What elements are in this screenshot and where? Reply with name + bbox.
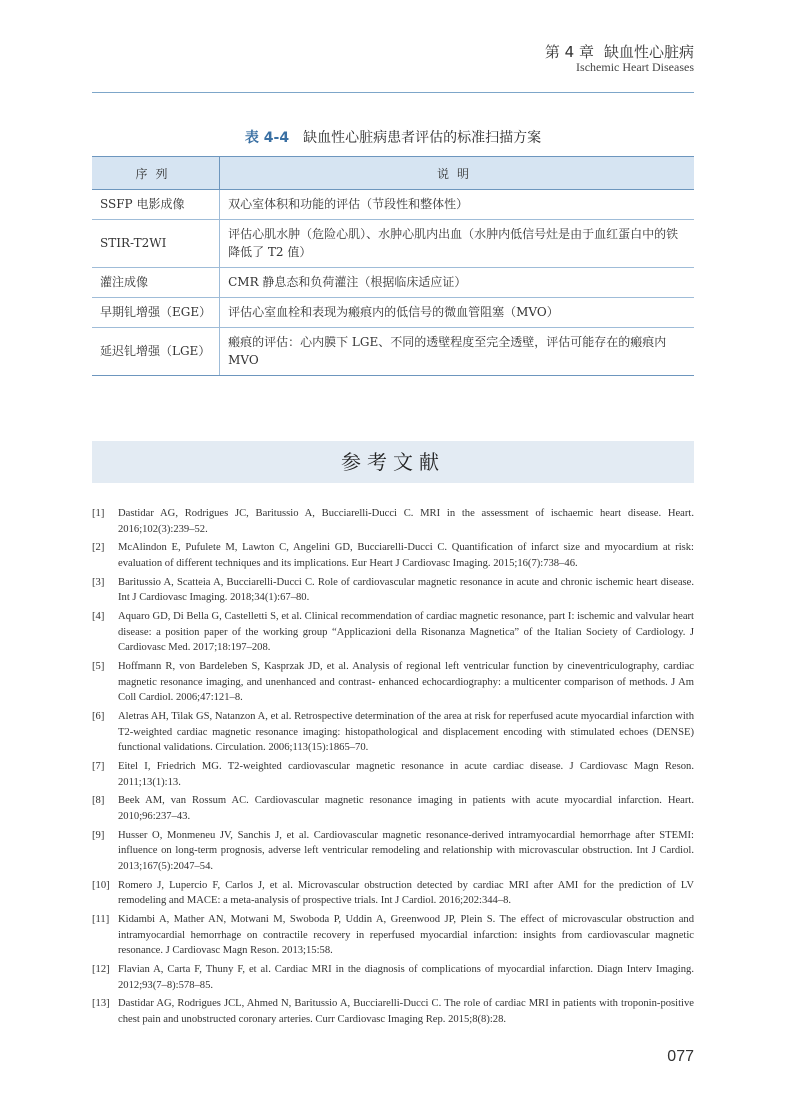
reference-text: Aletras AH, Tilak GS, Natanzon A, et al. Retrospective determination of the area at risk for reperfused acute myocardial infarction with T2-weighted cardiac magnetic resonance imaging: histopathological and displacement encoding with stimulated echoes (DENSE) functional validations. Circulation. 2006;113(15):1865–70. bbox=[118, 711, 694, 754]
table-row bbox=[92, 220, 694, 268]
reference-text: Husser O, Monmeneu JV, Sanchis J, et al. Cardiovascular magnetic resonance-derived intramyocardial hemorrhage after STEMI: influence on long-term prognosis, adverse left ventricular remodeling and relationship with microvascular obstruction. Int J Cardiol. 2013;167(5):2047–54. bbox=[118, 829, 694, 872]
reference-item bbox=[92, 793, 694, 824]
reference-number: [5] bbox=[92, 661, 105, 673]
table-title: 缺血性心脏病患者评估的标准扫描方案 bbox=[303, 130, 542, 146]
reference-text: Beek AM, van Rossum AC. Cardiovascular magnetic resonance imaging in patients with acute myocardial infarction. Heart. 2010;96:237–43. bbox=[118, 795, 694, 822]
reference-item bbox=[92, 759, 694, 790]
reference-number: [8] bbox=[92, 795, 105, 807]
reference-number: [6] bbox=[92, 711, 105, 723]
reference-item bbox=[92, 540, 694, 571]
reference-item bbox=[92, 962, 694, 993]
table-row bbox=[92, 268, 694, 298]
sequence-cell: 早期钆增强（EGE） bbox=[92, 298, 220, 328]
sequence-cell: 延迟钆增强（LGE） bbox=[92, 328, 220, 376]
chapter-title: 缺血性心脏病 bbox=[603, 43, 694, 61]
reference-text: Dastidar AG, Rodrigues JCL, Ahmed N, Baritussio A, Bucciarelli-Ducci C. The role of cardiac MRI in patients with troponin-positive chest pain and unobstructed coronary arteries. Curr Cardiovasc Imaging Rep. 2015;8(8):28. bbox=[118, 998, 694, 1026]
reference-item bbox=[92, 828, 694, 875]
reference-number: [12] bbox=[92, 964, 110, 976]
table-row bbox=[92, 328, 694, 376]
reference-number: [4] bbox=[92, 611, 105, 623]
reference-number: [7] bbox=[92, 761, 105, 773]
reference-number: [11] bbox=[92, 914, 110, 926]
reference-number: [3] bbox=[92, 576, 105, 588]
scan-protocol-table bbox=[92, 156, 694, 376]
reference-number: [2] bbox=[92, 542, 105, 554]
reference-number: [13] bbox=[92, 998, 110, 1010]
reference-number: [1] bbox=[92, 508, 105, 519]
page-number: 077 bbox=[667, 1048, 694, 1065]
header-rule bbox=[92, 92, 694, 93]
reference-text: Eitel I, Friedrich MG. T2-weighted cardiovascular magnetic resonance in acute cardiac disease. J Cardiovasc Magn Reson. 2011;13(1):13. bbox=[118, 761, 694, 788]
reference-list bbox=[92, 506, 694, 1031]
references-heading: 参考文献 bbox=[92, 441, 694, 483]
reference-item bbox=[92, 506, 694, 537]
reference-number: [10] bbox=[92, 879, 110, 891]
sequence-cell: SSFP 电影成像 bbox=[92, 190, 220, 220]
description-cell: CMR 静息态和负荷灌注（根据临床适应证） bbox=[220, 268, 694, 298]
table-row bbox=[92, 190, 694, 220]
reference-item bbox=[92, 996, 694, 1027]
table-number: 表 4-4 bbox=[244, 130, 290, 146]
reference-item bbox=[92, 912, 694, 959]
reference-item bbox=[92, 659, 694, 706]
description-cell: 评估心肌水肿（危险心肌）、水肿心肌内出血（水肿内低信号灶是由于血红蛋白中的铁降低了 T2 值） bbox=[220, 220, 694, 268]
chapter-number: 第 4 章 bbox=[544, 43, 594, 61]
reference-text: Dastidar AG, Rodrigues JC, Baritussio A, Bucciarelli-Ducci C. MRI in the assessment of ischaemic heart disease. Heart. 2016;102(3):239–52. bbox=[118, 508, 694, 535]
description-cell: 瘢痕的评估：心内膜下 LGE、不同的透壁程度至完全透壁，评估可能存在的瘢痕内 MVO bbox=[220, 328, 694, 376]
reference-item bbox=[92, 609, 694, 656]
sequence-cell: 灌注成像 bbox=[92, 268, 220, 298]
reference-text: Baritussio A, Scatteia A, Bucciarelli-Ducci C. Role of cardiovascular magnetic resonance in acute and chronic ischemic heart disease. Int J Cardiovasc Imaging. 2018;34(1):67–80. bbox=[118, 576, 694, 604]
chapter-heading bbox=[545, 44, 694, 61]
table-caption bbox=[92, 127, 694, 147]
reference-text: Romero J, Lupercio F, Carlos J, et al. Microvascular obstruction detected by cardiac MRI after AMI for the prediction of LV remodeling and MACE: a meta-analysis of prospective trials. Int J Cardiol. 2016;202:344–8. bbox=[118, 879, 694, 907]
reference-number: [9] bbox=[92, 829, 105, 841]
reference-text: Kidambi A, Mather AN, Motwani M, Swoboda P, Uddin A, Greenwood JP, Plein S. The effect of microvascular obstruction and intramyocardial hemorrhage on contractile recovery in reperfused myocardial infarction: insights from cardiovascular magnetic resonance. J Cardiovasc Magn Reson. 2013;15:58. bbox=[118, 914, 694, 957]
table-row bbox=[92, 298, 694, 328]
reference-text: McAlindon E, Pufulete M, Lawton C, Angelini GD, Bucciarelli-Ducci C. Quantification of infarct size and myocardium at risk: evaluation of different techniques and its implications. Eur Heart J Cardiovasc Imaging. 2015;16(7):738–46. bbox=[118, 542, 694, 569]
chapter-subtitle: Ischemic Heart Diseases bbox=[576, 60, 694, 75]
sequence-cell: STIR-T2WI bbox=[92, 220, 220, 268]
reference-text: Flavian A, Carta F, Thuny F, et al. Cardiac MRI in the diagnosis of complications of myocardial infarction. Diagn Interv Imaging. 2012;93(7–8):578–85. bbox=[118, 964, 694, 991]
reference-item bbox=[92, 709, 694, 756]
description-cell: 评估心室血栓和表现为瘢痕内的低信号的微血管阻塞（MVO） bbox=[220, 298, 694, 328]
reference-item bbox=[92, 575, 694, 606]
column-header: 说明 bbox=[220, 157, 694, 190]
table-header-row bbox=[92, 157, 694, 190]
running-head bbox=[545, 44, 694, 75]
reference-text: Hoffmann R, von Bardeleben S, Kasprzak JD, et al. Analysis of regional left ventricular function by cineventriculography, cardiac magnetic resonance imaging, and unenhanced and contrast- enhanced echocardiography: a multicenter comparison of methods. J Am Coll Cardiol. 2006;47:121–8. bbox=[118, 661, 694, 704]
reference-text: Aquaro GD, Di Bella G, Castelletti S, et al. Clinical recommendation of cardiac magnetic resonance, part I: ischemic and valvular heart disease: a position paper of the working group “Applicazioni della Risonanza Magnetica” of the Italian Society of Cardiology. J Cardiovasc Med. 2017;18:197–208. bbox=[118, 611, 694, 654]
description-cell: 双心室体积和功能的评估（节段性和整体性） bbox=[220, 190, 694, 220]
column-header: 序列 bbox=[92, 157, 220, 190]
reference-item bbox=[92, 878, 694, 909]
